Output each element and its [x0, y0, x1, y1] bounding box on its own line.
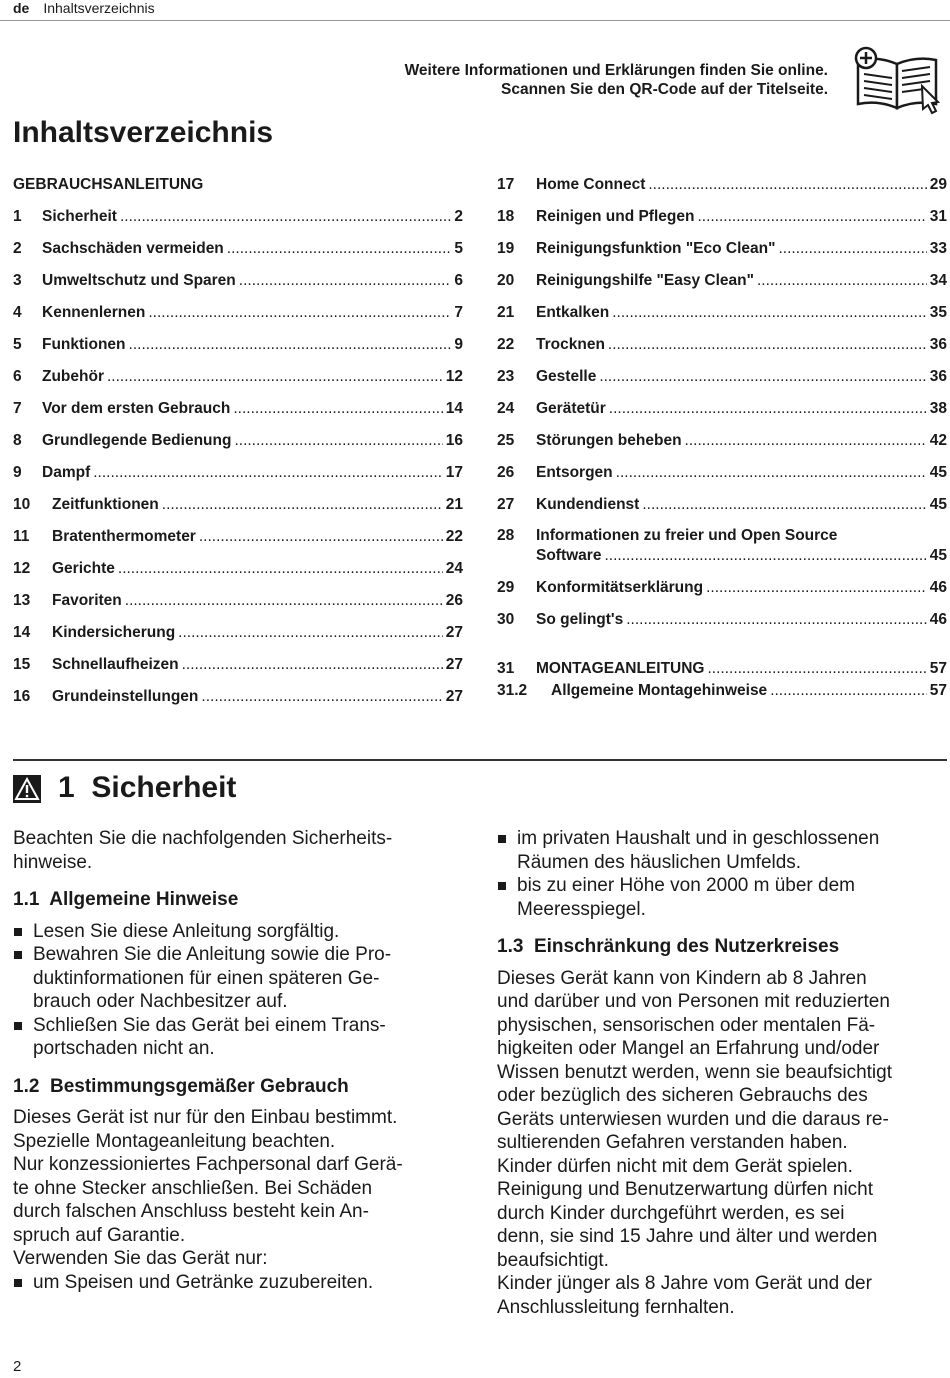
toc-dot-leader	[107, 368, 443, 386]
body-line: Reinigung und Benutzerwartung dürfen nicht	[497, 1179, 874, 1200]
toc-entry[interactable]	[13, 656, 463, 678]
toc-entry-number: 5	[13, 336, 22, 353]
toc-entry-number: 21	[497, 304, 515, 321]
toc-entry-page: 12	[445, 368, 463, 385]
body-line: beaufsichtigt.	[497, 1249, 609, 1271]
toc-entry-number: 18	[497, 208, 515, 225]
language-code: de	[13, 0, 30, 16]
toc-entry-number: 17	[497, 176, 515, 193]
toc-entry-page: 46	[929, 579, 947, 596]
toc-entry-label: Grundeinstellungen	[52, 688, 199, 705]
toc-dot-leader	[642, 496, 926, 514]
toc-dot-leader	[234, 432, 442, 450]
toc-entry-label: Trocknen	[536, 336, 605, 353]
toc-dot-leader	[182, 656, 443, 674]
toc-entry-page: 5	[454, 240, 463, 257]
toc-entry[interactable]	[497, 368, 947, 390]
toc-entry-number: 20	[497, 272, 515, 289]
toc-entry-number: 14	[13, 624, 31, 641]
toc-entry[interactable]	[13, 464, 463, 486]
body-line: spruch auf Garantie.	[13, 1224, 186, 1246]
toc-entry-number: 30	[497, 611, 515, 628]
toc-dot-leader	[706, 579, 927, 597]
safety-left-column	[13, 827, 463, 1294]
toc-entry-label: Home Connect	[536, 176, 646, 193]
toc-entry-page: 36	[929, 336, 947, 353]
bullet-item: Lesen Sie diese Anleitung sorgfältig.	[13, 920, 463, 944]
toc-entry-page: 38	[929, 400, 947, 417]
subsection-heading-1-3: 1.3 Einschränkung des Nutzerkreises	[497, 936, 840, 957]
toc-entry-number: 3	[13, 272, 22, 289]
intro-line: Beachten Sie die nachfolgenden Sicherheits-	[13, 828, 393, 849]
toc-entry-label: Störungen beheben	[536, 432, 682, 449]
toc-entry-label: Reinigungshilfe "Easy Clean"	[536, 272, 754, 289]
toc-entry-page: 27	[445, 656, 463, 673]
toc-entry-number: 29	[497, 579, 515, 596]
bullet-item: im privaten Haushalt und in geschlossenen Räumen des häuslichen Umfelds.	[497, 827, 947, 874]
toc-entry[interactable]	[497, 579, 947, 601]
toc-entry-label: Bratenthermometer	[52, 528, 196, 545]
toc-entry-page: 14	[445, 400, 463, 417]
bullet-item: Bewahren Sie die Anleitung sowie die Pro- duktinformationen für einen späteren Ge- brauch oder Nachbesitzer auf.	[13, 943, 463, 1014]
body-line: Kinder dürfen nicht mit dem Gerät spielen.	[497, 1155, 853, 1177]
toc-entry-number: 23	[497, 368, 515, 385]
toc-dot-leader	[148, 304, 451, 322]
toc-entry-label: So gelingt's	[536, 611, 624, 628]
toc-entry-page: 21	[445, 496, 463, 513]
toc-entry[interactable]	[497, 240, 947, 262]
bullet-item: bis zu einer Höhe von 2000 m über dem Meeresspiegel.	[497, 874, 947, 921]
toc-dot-leader	[685, 432, 927, 450]
toc-entry-number: 6	[13, 368, 22, 385]
toc-entry[interactable]	[497, 611, 947, 633]
toc-entry-label: Zeitfunktionen	[52, 496, 159, 513]
toc-entry-number: 10	[13, 496, 31, 513]
toc-entry-label: Entkalken	[536, 304, 610, 321]
toc-entry[interactable]	[13, 400, 463, 422]
body-line: physischen, sensorischen oder mentalen Fä-	[497, 1014, 876, 1036]
toc-entry-page: 45	[929, 547, 947, 564]
body-line: Dieses Gerät kann von Kindern ab 8 Jahren	[497, 967, 867, 989]
toc-entry[interactable]	[497, 272, 947, 294]
toc-entry-label: Sicherheit	[42, 208, 117, 225]
body-line: denn, sie sind 15 Jahre und älter und werden	[497, 1226, 878, 1247]
online-info-note	[405, 61, 828, 99]
toc-entry-page: 42	[929, 432, 947, 449]
body-line: Geräts unterwiesen wurden und die daraus re-	[497, 1108, 889, 1130]
toc-entry-label: MONTAGEANLEITUNG	[536, 660, 705, 677]
toc-dot-leader	[125, 592, 443, 610]
body-line: higkeiten oder Mangel an Erfahrung und/oder	[497, 1038, 880, 1059]
toc-entry-page: 45	[929, 464, 947, 481]
body-line: Spezielle Montageanleitung beachten.	[13, 1130, 336, 1152]
toc-entry-number: 27	[497, 496, 515, 513]
toc-entry-page: 17	[445, 464, 463, 481]
toc-entry-page: 27	[445, 624, 463, 641]
toc-entry[interactable]	[13, 528, 463, 550]
toc-entry-page: 46	[929, 611, 947, 628]
running-header-title: Inhaltsverzeichnis	[43, 0, 155, 16]
body-line: Dieses Gerät ist nur für den Einbau bestimmt.	[13, 1107, 398, 1128]
toc-entry-label: Reinigungsfunktion "Eco Clean"	[536, 240, 776, 257]
toc-dot-leader	[609, 400, 927, 418]
toc-entry-number: 31	[497, 660, 515, 677]
toc-entry-number: 16	[13, 688, 31, 705]
toc-entry-page: 33	[929, 240, 947, 257]
toc-entry-page: 26	[445, 592, 463, 609]
toc-entry[interactable]	[497, 304, 947, 326]
body-line: Nur konzessioniertes Fachpersonal darf Gerä-	[13, 1154, 403, 1175]
subsection-heading-1-2: 1.2 Bestimmungsgemäßer Gebrauch	[13, 1075, 349, 1097]
toc-entry[interactable]	[13, 368, 463, 390]
toc-dot-leader	[178, 624, 443, 642]
toc-entry-label: Kennenlernen	[42, 304, 146, 321]
toc-entry-number: 26	[497, 464, 515, 481]
toc-entry[interactable]	[497, 682, 947, 704]
toc-entry-label: Umweltschutz und Sparen	[42, 272, 236, 289]
toc-entry-label: Gestelle	[536, 368, 597, 385]
toc-entry-number: 31.2	[497, 682, 528, 699]
toc-entry[interactable]	[13, 432, 463, 454]
toc-entry-label: Informationen zu freier und Open Source	[536, 527, 838, 544]
toc-entry[interactable]	[13, 304, 463, 326]
toc-entry-label: Funktionen	[42, 336, 126, 353]
toc-entry[interactable]	[13, 624, 463, 646]
toc-entry[interactable]	[13, 688, 463, 710]
toc-title: Inhaltsverzeichnis	[13, 116, 274, 149]
toc-entry-page: 29	[929, 176, 947, 193]
toc-dot-leader	[201, 688, 442, 706]
toc-entry-number: 13	[13, 592, 31, 609]
body-line: te ohne Stecker anschließen. Bei Schäden	[13, 1177, 373, 1199]
section-heading	[58, 771, 236, 805]
toc-entry-label: Entsorgen	[536, 464, 613, 481]
body-line: durch falschen Anschluss besteht kein An-	[13, 1201, 369, 1222]
toc-entry-label: Allgemeine Montagehinweise	[551, 682, 768, 699]
toc-dot-leader	[707, 660, 926, 678]
bullet-item: um Speisen und Getränke zuzubereiten.	[13, 1271, 463, 1295]
toc-dot-leader	[778, 240, 926, 258]
toc-entry-label: Dampf	[42, 464, 91, 481]
body-line: Wissen benutzt werden, wenn sie beaufsichtigt	[497, 1061, 892, 1083]
toc-dot-leader	[604, 547, 926, 565]
online-info-line-1: Weitere Informationen und Erklärungen finden Sie online.	[404, 62, 828, 79]
toc-entry-page: 6	[454, 272, 463, 289]
toc-entry-page: 34	[929, 272, 947, 289]
section-title: Sicherheit	[91, 771, 237, 804]
toc-entry[interactable]	[13, 336, 463, 358]
toc-dot-leader	[120, 208, 451, 226]
toc-entry-label: Konformitätserklärung	[536, 579, 704, 596]
toc-dot-leader	[233, 400, 442, 418]
toc-entry-label: Gerätetür	[536, 400, 606, 417]
toc-entry-page: 31	[929, 208, 947, 225]
toc-entry-page: 2	[454, 208, 463, 225]
toc-dot-leader	[770, 682, 927, 700]
toc-entry-label: Kindersicherung	[52, 624, 176, 641]
bullet-item: Schließen Sie das Gerät bei einem Trans- portschaden nicht an.	[13, 1014, 463, 1061]
toc-entry-number: 9	[13, 464, 22, 481]
toc-entry-page: 57	[929, 660, 947, 677]
page-number: 2	[13, 1358, 22, 1375]
header-rule	[0, 20, 950, 21]
body-line: Verwenden Sie das Gerät nur:	[13, 1248, 268, 1269]
subsection-heading-1-1: 1.1 Allgemeine Hinweise	[13, 889, 239, 910]
toc-entry-page: 45	[929, 496, 947, 513]
toc-entry[interactable]	[13, 208, 463, 230]
toc-entry-label: Zubehör	[42, 368, 104, 385]
toc-entry-number: 24	[497, 400, 515, 417]
toc-entry-page: 16	[445, 432, 463, 449]
toc-entry[interactable]	[13, 592, 463, 614]
body-line: Kinder jünger als 8 Jahre vom Gerät und der	[497, 1273, 872, 1294]
section-divider	[13, 759, 947, 761]
section-number: 1	[58, 771, 75, 804]
toc-entry-label: Software	[536, 547, 602, 564]
toc-entry[interactable]	[497, 432, 947, 454]
toc-entry-number: 11	[13, 528, 30, 545]
toc-entry[interactable]	[497, 527, 947, 549]
toc-dot-leader	[93, 464, 443, 482]
toc-entry-page: 27	[445, 688, 463, 705]
toc-entry-page: 22	[445, 528, 463, 545]
toc-entry-page: 36	[929, 368, 947, 385]
toc-entry-label: Reinigen und Pflegen	[536, 208, 695, 225]
intro-line: hinweise.	[13, 851, 93, 873]
toc-entry-number: 8	[13, 432, 22, 449]
toc-entry-number: 25	[497, 432, 515, 449]
toc-entry-number: 22	[497, 336, 515, 353]
toc-entry-label: Vor dem ersten Gebrauch	[42, 400, 231, 417]
toc-entry-page: 57	[929, 682, 947, 699]
body-line: oder bezüglich des sicheren Gebrauchs des	[497, 1085, 868, 1106]
toc-entry-page: 7	[454, 304, 463, 321]
toc-dot-leader	[118, 560, 443, 578]
toc-entry-label: Kundendienst	[536, 496, 640, 513]
toc-entry-number: 7	[13, 400, 22, 417]
toc-entry[interactable]	[13, 496, 463, 518]
warning-triangle-icon	[13, 775, 41, 803]
toc-entry-page: 35	[929, 304, 947, 321]
body-line: und darüber und von Personen mit reduzierten	[497, 991, 890, 1012]
toc-section-label: GEBRAUCHSANLEITUNG	[13, 176, 204, 193]
toc-dot-leader	[616, 464, 927, 482]
toc-entry[interactable]	[13, 560, 463, 582]
toc-entry[interactable]	[13, 272, 463, 294]
toc-entry-page: 24	[445, 560, 463, 577]
toc-dot-leader	[227, 240, 452, 258]
toc-entry-page: 9	[454, 336, 463, 353]
toc-entry-label: Favoriten	[52, 592, 122, 609]
toc-dot-leader	[626, 611, 927, 629]
body-line: durch Kinder durchgeführt werden, es sei	[497, 1202, 845, 1224]
toc-entry-label: Gerichte	[52, 560, 115, 577]
toc-entry-number: 19	[497, 240, 515, 257]
toc-entry[interactable]	[497, 208, 947, 230]
toc-dot-leader	[697, 208, 926, 226]
toc-dot-leader	[599, 368, 926, 386]
body-line: Anschlussleitung fernhalten.	[497, 1296, 735, 1318]
toc-dot-leader	[239, 272, 452, 290]
toc-dot-leader	[648, 176, 926, 194]
toc-entry-number: 12	[13, 560, 31, 577]
safety-right-column	[497, 827, 947, 1319]
toc-entry[interactable]	[13, 240, 463, 262]
toc-entry[interactable]	[497, 464, 947, 486]
toc-entry[interactable]	[497, 176, 947, 198]
toc-entry-number: 28	[497, 527, 515, 544]
toc-entry-continuation[interactable]	[497, 547, 947, 569]
toc-dot-leader	[129, 336, 452, 354]
toc-entry[interactable]	[497, 400, 947, 422]
toc-entry-label: Schnellaufheizen	[52, 656, 179, 673]
toc-dot-leader	[612, 304, 927, 322]
online-info-line-2: Scannen Sie den QR-Code auf der Titelseite.	[500, 81, 828, 98]
toc-entry[interactable]	[497, 660, 947, 682]
toc-entry-number: 15	[13, 656, 31, 673]
toc-dot-leader	[757, 272, 927, 290]
running-header	[13, 0, 155, 16]
toc-entry-number: 4	[13, 304, 22, 321]
open-book-icon	[852, 44, 944, 121]
toc-entry[interactable]	[497, 496, 947, 518]
toc-entry-number: 1	[13, 208, 22, 225]
toc-entry[interactable]	[497, 336, 947, 358]
toc-dot-leader	[608, 336, 927, 354]
body-line: sultierenden Gefahren verstanden haben.	[497, 1132, 848, 1153]
toc-entry-label: Grundlegende Bedienung	[42, 432, 232, 449]
toc-dot-leader	[199, 528, 443, 546]
toc-dot-leader	[162, 496, 443, 514]
toc-entry-number: 2	[13, 240, 22, 257]
toc-entry-label: Sachschäden vermeiden	[42, 240, 224, 257]
